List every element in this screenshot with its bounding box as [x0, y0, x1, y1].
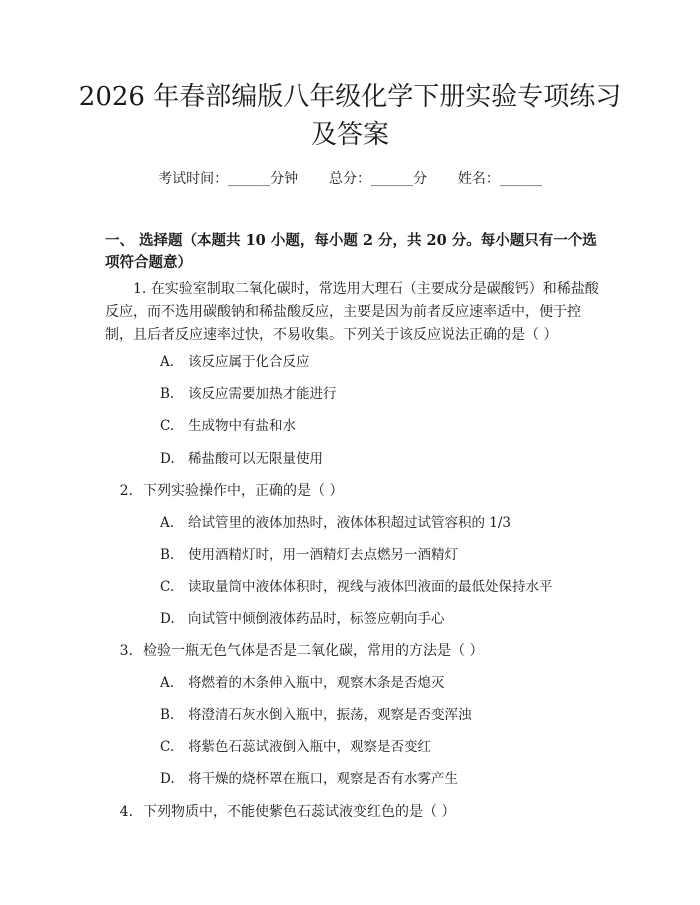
option-text: 该反应需要加热才能进行 — [188, 386, 337, 402]
option-text: 生成物中有盐和水 — [188, 418, 296, 434]
question-2 — [105, 480, 605, 503]
q3-option-c — [160, 737, 600, 757]
option-label: D. — [160, 771, 175, 787]
q2-option-c — [160, 577, 600, 597]
question-3 — [105, 640, 605, 663]
q1-option-c — [160, 416, 600, 436]
option-text: 读取量筒中液体体积时，视线与液体凹液面的最低处保持水平 — [188, 579, 553, 595]
question-4 — [105, 801, 605, 824]
q1-option-a — [160, 352, 600, 372]
total-score-field: 总分：______分 — [329, 171, 427, 187]
section-heading: 一、 选择题（本题共 10 小题，每小题 2 分，共 20 分。每小题只有一个选项符合题意） — [105, 232, 597, 271]
option-label: A. — [160, 354, 175, 370]
question-2-text: 下列实验操作中，正确的是（ ） — [143, 483, 344, 499]
option-text: 该反应属于化合反应 — [188, 354, 310, 370]
student-name-field: 姓名：______ — [457, 171, 542, 187]
question-1 — [105, 278, 605, 347]
question-1-text: 在实验室制取二氧化碳时，常选用大理石（主要成分是碳酸钙）和稀盐酸反应，而不选用碳酸钠和稀盐酸反应，主要是因为前者反应速率适中，便于控制，且后者反应速率过快，不易收集。下列关于该反应说法正确的是（ ） — [105, 281, 599, 343]
option-label: C. — [160, 579, 175, 595]
question-1-number: 1. — [133, 281, 147, 297]
q1-option-b — [160, 384, 600, 404]
option-text: 将燃着的木条伸入瓶中，观察木条是否熄灭 — [188, 675, 445, 691]
option-label: B. — [160, 707, 175, 723]
option-label: B. — [160, 547, 175, 563]
page-title: 2026 年春部编版八年级化学下册实验专项练习及答案 — [78, 82, 622, 150]
option-text: 将紫色石蕊试液倒入瓶中，观察是否变红 — [188, 739, 431, 755]
q2-option-b — [160, 545, 600, 565]
exam-info-line — [0, 168, 700, 188]
option-text: 向试管中倾倒液体药品时，标签应朝向手心 — [188, 611, 445, 627]
q1-option-d — [160, 449, 600, 469]
option-label: D. — [160, 451, 175, 467]
option-text: 稀盐酸可以无限量使用 — [188, 451, 323, 467]
question-3-number: 3. — [119, 643, 133, 659]
option-text: 将干燥的烧杯罩在瓶口，观察是否有水雾产生 — [188, 771, 458, 787]
option-text: 将澄清石灰水倒入瓶中，振荡，观察是否变浑浊 — [188, 707, 472, 723]
exam-time-field: 考试时间：______分钟 — [158, 171, 299, 187]
q3-option-d — [160, 769, 600, 789]
question-3-text: 检验一瓶无色气体是否是二氧化碳，常用的方法是（ ） — [143, 643, 484, 659]
option-label: D. — [160, 611, 175, 627]
option-label: C. — [160, 418, 175, 434]
option-label: B. — [160, 386, 175, 402]
option-label: A. — [160, 515, 175, 531]
option-label: C. — [160, 739, 175, 755]
q2-option-a — [160, 513, 600, 533]
option-label: A. — [160, 675, 175, 691]
option-text: 给试管里的液体加热时，液体体积超过试管容积的 1/3 — [188, 515, 512, 531]
q3-option-b — [160, 705, 600, 725]
option-text: 使用酒精灯时，用一酒精灯去点燃另一酒精灯 — [188, 547, 458, 563]
question-4-text: 下列物质中，不能使紫色石蕊试液变红色的是（ ） — [143, 804, 456, 820]
q3-option-a — [160, 673, 600, 693]
question-4-number: 4. — [119, 804, 133, 820]
question-2-number: 2. — [119, 483, 133, 499]
q2-option-d — [160, 609, 600, 629]
